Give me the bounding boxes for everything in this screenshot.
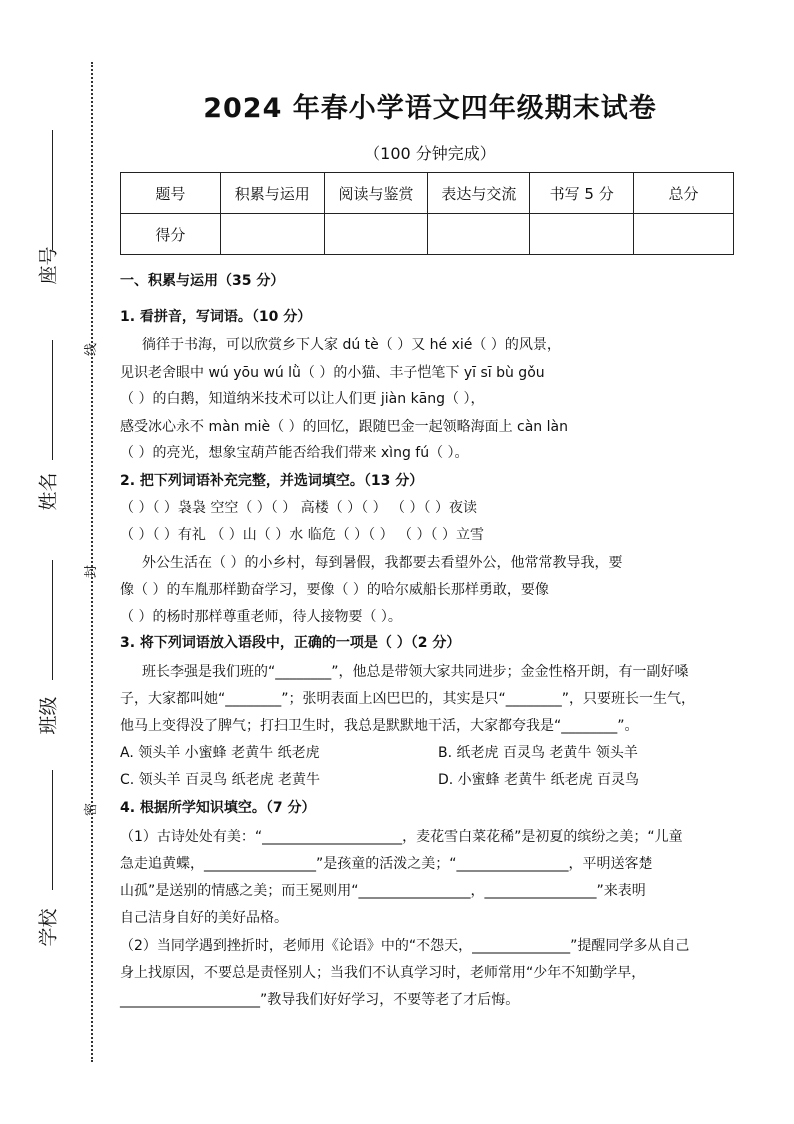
score-cell[interactable] <box>324 214 428 255</box>
question-line: （ ）的亮光，想象宝葫芦能否给我们带来 xìng fú（ ）。 <box>120 445 469 461</box>
question-line: （ ）（ ）袅袅 空空（ ）（ ） 高楼（ ）（ ） （ ）（ ）夜读 <box>120 500 477 516</box>
score-cell[interactable] <box>220 214 324 255</box>
score-header-cell: 题号 <box>121 173 221 214</box>
school-label: 学校 <box>37 908 60 947</box>
question-line: 外公生活在（ ）的小乡村，每到暑假，我都要去看望外公，他常常教导我，要 <box>142 555 623 571</box>
seat-label: 座号 <box>37 246 60 285</box>
option-d[interactable]: D. 小蜜蜂 老黄牛 纸老虎 百灵鸟 <box>438 772 640 788</box>
score-cell[interactable] <box>428 214 530 255</box>
question-line: 徜徉于书海，可以欣赏乡下人家 dú tè（ ）又 hé xié（ ）的风景， <box>142 337 561 353</box>
option-c[interactable]: C. 领头羊 百灵鸟 纸老虎 老黄牛 <box>120 772 321 788</box>
class-field[interactable] <box>52 560 53 680</box>
score-header-cell: 总分 <box>634 173 734 214</box>
question-line: 山孤”是送别的情感之美；而王冕则用“________________，________________”来表明 <box>120 883 646 899</box>
question-line: 见识老舍眼中 wú yōu wú lǜ（ ）的小猫、丰子恺笔下 yī sī bù gǒu <box>120 365 545 381</box>
question-title: 1. 看拼音，写词语。（10 分） <box>120 309 312 325</box>
question-title: 3. 将下列词语放入语段中，正确的一项是（ ）（2 分） <box>120 635 461 651</box>
seal-dotted-line <box>91 62 93 1062</box>
option-b[interactable]: B. 纸老虎 百灵鸟 老黄牛 领头羊 <box>438 745 638 761</box>
score-cell[interactable] <box>530 214 634 255</box>
score-header-cell: 书写 5 分 <box>530 173 634 214</box>
option-a[interactable]: A. 领头羊 小蜜蜂 老黄牛 纸老虎 <box>120 745 320 761</box>
question-line: （1）古诗处处有美：“____________________，麦花雪白菜花稀”是初夏的缤纷之美；“儿童 <box>120 829 683 845</box>
question-line: 感受冰心永不 màn miè（ ）的回忆，跟随巴金一起领略海面上 càn làn <box>120 419 568 435</box>
question-line: ____________________”教导我们好好学习，不要等老了才后悔。 <box>120 992 520 1008</box>
school-field[interactable] <box>52 770 53 890</box>
seal-char-line: 线 <box>84 342 100 357</box>
question-line: 自己洁身自好的美好品格。 <box>120 910 288 926</box>
score-table <box>120 172 734 255</box>
question-line: （ ）（ ）有礼 （ ）山（ ）水 临危（ ）（ ） （ ）（ ）立雪 <box>120 527 484 543</box>
question-line: （ ）的杨时那样尊重老师，待人接物要（ ）。 <box>120 609 402 625</box>
question-line: 子，大家都叫她“________”；张明表面上凶巴巴的，其实是只“________”，只要班长一生气， <box>120 691 696 707</box>
score-table-header-row <box>121 173 734 214</box>
name-label: 姓名 <box>37 472 60 511</box>
question-line: 急走追黄蝶，________________”是孩童的活泼之美；“________________，平明送客楚 <box>120 856 653 872</box>
score-row-label: 得分 <box>121 214 221 255</box>
question-line: （2）当同学遇到挫折时，老师用《论语》中的“不怨天，______________”提醒同学多从自己 <box>120 938 690 954</box>
question-line: 班长李强是我们班的“________”，他总是带领大家共同进步；金金性格开朗，有一副好嗓 <box>142 664 689 680</box>
question-line: （ ）的白鹅，知道纳米技术可以让人们更 jiàn kāng（ ）， <box>120 391 485 407</box>
page-title: 2024 年春小学语文四年级期末试卷 <box>203 93 657 124</box>
question-line: 他马上变得没了脾气；打扫卫生时，我总是默默地干活，大家都夸我是“________”。 <box>120 718 639 734</box>
score-table-score-row <box>121 214 734 255</box>
score-header-cell: 阅读与鉴赏 <box>324 173 428 214</box>
section-heading: 一、积累与运用（35 分） <box>120 273 285 289</box>
question-title: 2. 把下列词语补充完整，并选词填空。（13 分） <box>120 473 424 489</box>
binding-strip <box>0 0 110 1124</box>
question-title: 4. 根据所学知识填空。（7 分） <box>120 800 316 816</box>
class-label: 班级 <box>37 696 60 735</box>
seat-field[interactable] <box>52 130 53 250</box>
seal-char-mi: 密 <box>84 802 100 817</box>
name-field[interactable] <box>52 340 53 460</box>
score-cell[interactable] <box>634 214 734 255</box>
score-header-cell: 表达与交流 <box>428 173 530 214</box>
question-line: 身上找原因，不要总是责怪别人；当我们不认真学习时，老师常用“少年不知勤学早， <box>120 965 646 981</box>
page-subtitle: （100 分钟完成） <box>364 144 496 163</box>
question-line: 像（ ）的车胤那样勤奋学习，要像（ ）的哈尔威船长那样勇敢，要像 <box>120 582 549 598</box>
seal-char-feng: 封 <box>84 564 100 579</box>
score-header-cell: 积累与运用 <box>220 173 324 214</box>
